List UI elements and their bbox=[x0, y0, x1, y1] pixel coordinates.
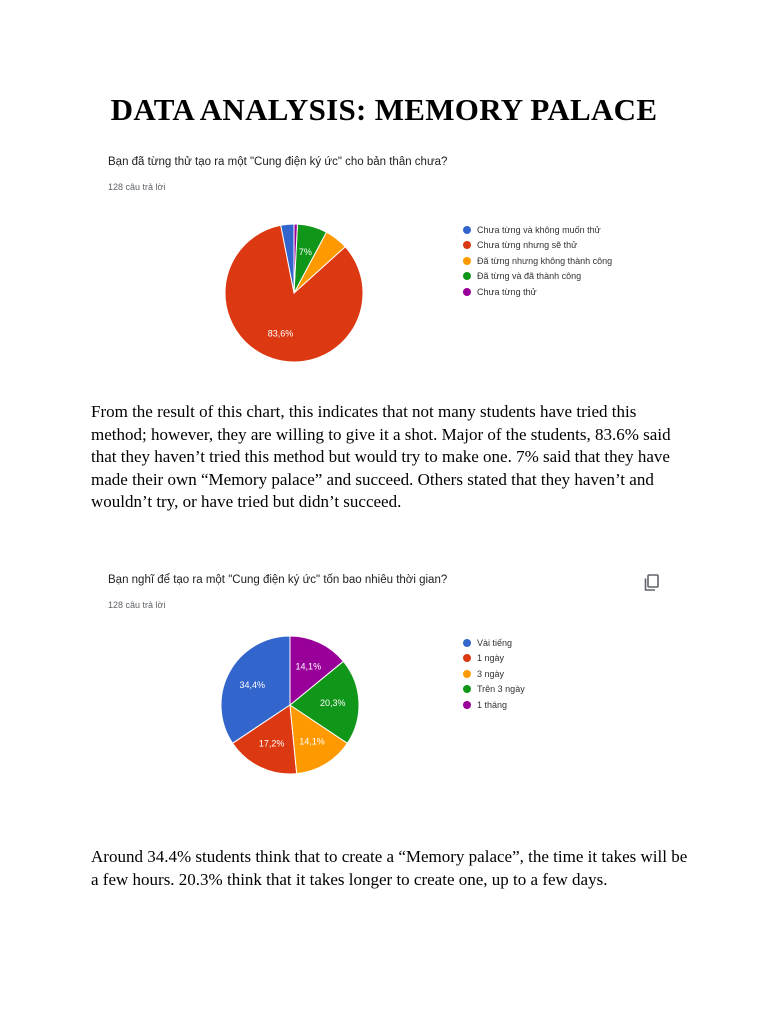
slice-label: 14,1% bbox=[295, 661, 322, 672]
pie-chart bbox=[220, 634, 360, 776]
legend-swatch bbox=[463, 685, 471, 693]
legend-item bbox=[463, 666, 525, 682]
response-count: 128 câu trả lời bbox=[108, 182, 166, 192]
legend-swatch bbox=[463, 272, 471, 280]
legend-swatch bbox=[463, 257, 471, 265]
survey-chart-2 bbox=[90, 558, 678, 806]
chart-legend bbox=[463, 222, 612, 300]
legend-label: 1 tháng bbox=[477, 699, 508, 710]
legend-label: Chưa từng nhưng sẽ thử bbox=[477, 240, 578, 251]
chart-legend bbox=[463, 635, 525, 713]
slice-label: 17,2% bbox=[258, 738, 285, 749]
legend-item bbox=[463, 284, 612, 300]
legend-item bbox=[463, 253, 612, 269]
legend-label: 1 ngày bbox=[477, 653, 505, 664]
slice-label: 20,3% bbox=[319, 697, 346, 708]
copy-icon[interactable] bbox=[644, 574, 660, 592]
legend-label: Vài tiếng bbox=[477, 637, 513, 648]
legend-label: Trên 3 ngày bbox=[477, 684, 525, 695]
legend-swatch bbox=[463, 701, 471, 709]
analysis-paragraph: Around 34.4% students think that to create a “Memory palace”, the time it takes will be a few hours. 20.3% think that it takes longer to create one, up to a few days. bbox=[91, 847, 688, 889]
legend-label: Đã từng và đã thành công bbox=[477, 271, 582, 282]
legend-swatch bbox=[463, 288, 471, 296]
legend-item bbox=[463, 238, 612, 254]
slice-label: 14,1% bbox=[299, 736, 325, 747]
legend-label: Chưa từng thử bbox=[477, 286, 537, 297]
legend-item bbox=[463, 697, 525, 713]
legend-label: 3 ngày bbox=[477, 668, 505, 679]
chart-title: Bạn nghĩ để tạo ra một "Cung điện ký ức" tốn bao nhiêu thời gian? bbox=[108, 574, 448, 586]
legend-label: Chưa từng và không muốn thử bbox=[477, 224, 601, 235]
legend-swatch bbox=[463, 670, 471, 678]
legend-swatch bbox=[463, 654, 471, 662]
slice-label: 34,4% bbox=[239, 679, 266, 690]
pie-chart bbox=[224, 222, 364, 364]
legend-swatch bbox=[463, 226, 471, 234]
page-title: DATA ANALYSIS: MEMORY PALACE bbox=[110, 92, 658, 127]
legend-item bbox=[463, 222, 612, 238]
survey-chart-1 bbox=[90, 140, 678, 388]
chart-title: Bạn đã từng thử tạo ra một "Cung điện ký ức" cho bản thân chưa? bbox=[108, 156, 448, 168]
legend-item bbox=[463, 651, 525, 667]
legend-item bbox=[463, 682, 525, 698]
legend-item bbox=[463, 635, 525, 651]
legend-swatch bbox=[463, 639, 471, 647]
slice-label: 83,6% bbox=[267, 328, 294, 339]
legend-item bbox=[463, 269, 612, 285]
analysis-paragraph: From the result of this chart, this indicates that not many students have tried this method; however, they are willing to give it a shot. Major of the students, 83.6% said that they haven’t tried this method but would try to make one. 7% said that they have made their own “Memory palace” and succeed. Others stated that they haven’t and wouldn’t try, or have tried but didn’t succeed. bbox=[91, 402, 671, 511]
response-count: 128 câu trả lời bbox=[108, 600, 166, 610]
slice-label: 7% bbox=[298, 246, 312, 257]
legend-swatch bbox=[463, 241, 471, 249]
legend-label: Đã từng nhưng không thành công bbox=[477, 255, 613, 266]
